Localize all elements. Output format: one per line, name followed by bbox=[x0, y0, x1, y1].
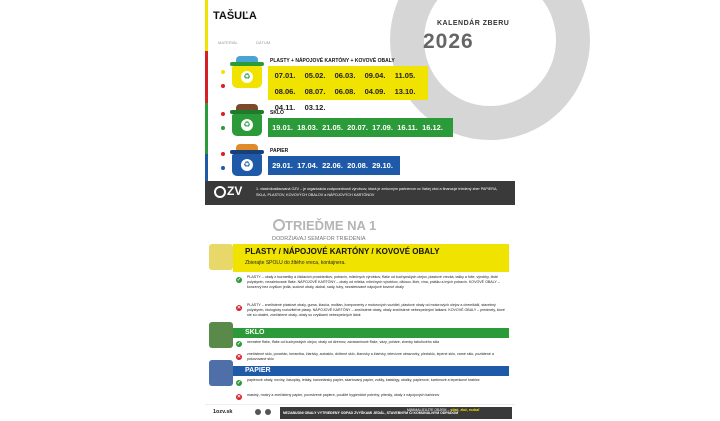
footer-minimize bbox=[407, 408, 480, 412]
collection-date: 08.06. bbox=[274, 87, 296, 96]
collection-date: 13.10. bbox=[394, 87, 416, 96]
plasty-allowed: PLASTY – obaly z kozmetiky a čistiacich prostriedkov, potravín, mliečnych výrobkov, fľaše od kuchynských olejov, plastové vrecká, tašky a fólie, výrobky, čisté polystyrén, nezaletované fľaše. NÁPOJOVÉ KARTÓNY – obaly od mlieka, mliečnych výrobkov, džúsov, likér, vína, prášku a iných potravín. KOVOVÉ OBALY – konzervy bez zvyškov jedla, sudové obaly, alobal, sady, tuby, nezaletované nápojové kovové obaly bbox=[247, 275, 500, 289]
sklo-forbidden: znečistené sklo, porcelán, keramika, žiarivky, autosklo, drôtené sklo, žiarovky a žiarivky, televízne obrazovky, plexisklo, lepené sklo, varné sklo, pozlátené a pokovované sklo bbox=[247, 352, 494, 361]
footer-min-prefix: MINIMALIZUJTE OBJEM – bbox=[407, 408, 450, 412]
collection-date: 18.03. bbox=[297, 123, 318, 132]
plasty-banner-title: PLASTY / NÁPOJOVÉ KARTÓNY / KOVOVÉ OBALY bbox=[245, 247, 440, 256]
ozv-logo-text: ZV bbox=[227, 184, 243, 198]
instagram-icon[interactable] bbox=[265, 409, 271, 415]
collection-date: 07.01. bbox=[274, 71, 296, 80]
dates-papier bbox=[268, 156, 400, 175]
collection-date: 16.12. bbox=[422, 123, 443, 132]
footer bbox=[205, 404, 515, 421]
plastic-waste-photo bbox=[209, 244, 233, 270]
paper-waste-photo bbox=[209, 360, 233, 386]
collection-date: 16.11. bbox=[397, 123, 418, 132]
cross-icon: ✕ bbox=[236, 305, 242, 311]
semafor-dot bbox=[221, 152, 225, 156]
dates-sklo bbox=[268, 118, 453, 137]
calendar-year: 2026 bbox=[423, 30, 474, 53]
collection-date: 22.06. bbox=[322, 161, 343, 170]
cross-icon: ✕ bbox=[236, 394, 242, 400]
collection-date: 04.11. bbox=[274, 103, 296, 112]
cross-icon: ✕ bbox=[236, 354, 242, 360]
column-date: DÁTUM bbox=[256, 40, 271, 45]
semafor-dot bbox=[221, 70, 225, 74]
category-title-sklo: SKLO bbox=[270, 110, 284, 116]
dates-plasty bbox=[268, 66, 428, 112]
recycling-bin-green-icon: ♻ bbox=[232, 114, 262, 136]
collection-date: 17.09. bbox=[372, 123, 393, 132]
ozv-logo bbox=[214, 184, 242, 198]
glass-waste-photo bbox=[209, 322, 233, 348]
collection-date: 05.02. bbox=[304, 71, 326, 80]
collection-date: 04.09. bbox=[364, 87, 386, 96]
semafor-dot bbox=[221, 112, 225, 116]
ozv-ring-icon bbox=[214, 186, 226, 198]
plasty-forbidden: PLASTY – znečistené plastové obaly, guma, žiaoča, molitan, komponenty z motorových vozidiel, plastové obaly od motorových olejov a chemikálií, stavebný polystyrén, biologicky rozložiteľné plasty. NÁPOJOVÉ KARTÓNY – znečistené obaly, obaly znečistené nebezpečnými látkami. KOVOVÉ OBALY – predmety, ktoré nie sú obalmi, znečistené obaly, obaly so zvyškami nebezpečných látok bbox=[247, 303, 505, 317]
sklo-band bbox=[233, 328, 509, 338]
check-icon: ✓ bbox=[236, 277, 242, 283]
plasty-banner bbox=[233, 244, 509, 272]
semafor-dot bbox=[221, 126, 225, 130]
collection-date: 29.01. bbox=[272, 161, 293, 170]
papier-band bbox=[233, 366, 509, 376]
semafor-dot bbox=[221, 166, 225, 170]
footer-warning: NEZABUDNI OBALY VYTRIEDENÝ ODPAD ZVYŠKAMI JEDÁL, STAVEBNÝM ČI KOMUNÁLNYM ODPADOM bbox=[283, 411, 459, 415]
papier-allowed: papierové obaly, noviny, časopisy, letáky, kancelársky papier, skartovaný papier, zošity, katalógy, obálky, papierové, kartónové a lepenkové krabice bbox=[247, 378, 480, 382]
footer-min-em: stlač, zlož, rozbaľ bbox=[450, 408, 480, 412]
calendar-label: KALENDÁR ZBERU bbox=[437, 20, 510, 27]
municipality-name: TAŠUĽA bbox=[213, 10, 257, 22]
check-icon: ✓ bbox=[236, 341, 242, 347]
collection-date: 11.05. bbox=[394, 71, 416, 80]
triedme-subtitle: DODRŽIAVAJ SEMAFOR TRIEDENIA bbox=[272, 236, 366, 242]
recycling-bin-blue-icon: ♻ bbox=[232, 154, 262, 176]
sklo-allowed: nevratné fľaše, fľaše od kuchynských olejov, obaly od džemov, zaváraninové fľaše, vázy, poháre, zlomky tabuľového skla bbox=[247, 340, 440, 344]
collection-date: 19.01. bbox=[272, 123, 293, 132]
color-strip bbox=[205, 0, 208, 205]
collection-date: 06.03. bbox=[334, 71, 356, 80]
papier-forbidden: mastný, mokrý a znečistený papier, povrstvené papiere, použité hygienické potreby, plienky, obaly z nápojových kartónov bbox=[247, 393, 440, 397]
recycling-bin-yellow-icon: ♻ bbox=[232, 66, 262, 88]
collection-date: 08.07. bbox=[304, 87, 326, 96]
collection-date: 29.10. bbox=[372, 161, 393, 170]
website-link[interactable]: 1ozv.sk bbox=[213, 409, 233, 415]
collection-date: 20.07. bbox=[347, 123, 368, 132]
facebook-icon[interactable] bbox=[255, 409, 261, 415]
collection-date: 06.08. bbox=[334, 87, 356, 96]
circle-one-icon bbox=[273, 219, 285, 231]
plasty-banner-subtitle: Zbierajte SPOLU do žltého vreca, kontajnera. bbox=[245, 260, 346, 266]
collection-date: 21.05. bbox=[322, 123, 343, 132]
triedme-title: TRIEĎME NA 1 bbox=[285, 218, 377, 233]
ozv-description: 1. vlastníkostlaovaná OZV – je organizácia zodpovednosti výrobcov, ktorá je zmluvným partnerom vo Vašej obci a financuje triedený zber PAPIERA, SKLA, PLASTOV, KOVOVÝCH OBALOV a NÁPOJOVÝCH KARTÓNOV bbox=[256, 187, 498, 197]
check-icon: ✓ bbox=[236, 380, 242, 386]
sklo-label: SKLO bbox=[245, 329, 265, 336]
collection-date: 09.04. bbox=[364, 71, 386, 80]
collection-date: 03.12. bbox=[304, 103, 326, 112]
column-material: MATERIÁL bbox=[218, 40, 238, 45]
collection-date: 20.08. bbox=[347, 161, 368, 170]
collection-date: 17.04. bbox=[297, 161, 318, 170]
papier-label: PAPIER bbox=[245, 367, 271, 374]
semafor-dot bbox=[221, 84, 225, 88]
category-title-plasty: PLASTY + NÁPOJOVÉ KARTÓNY + KOVOVÉ OBALY bbox=[270, 58, 395, 64]
category-title-papier: PAPIER bbox=[270, 148, 289, 154]
